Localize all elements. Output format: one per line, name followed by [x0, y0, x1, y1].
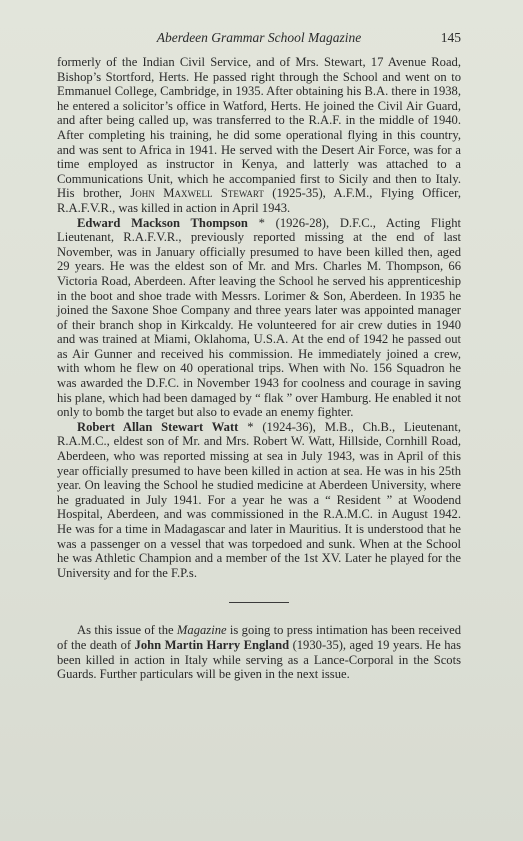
paragraph-text: * (1926-28), D.F.C., Acting Flight Lieutenant, R.A.F.V.R., previously reported missing at the end of last November, was in January officially presumed to have been killed then, aged 29 years. He was the eldest son of Mr. and Mrs. Charles M. Thompson, 66 Victoria Road, Aberdeen. After leaving the School he served his apprenticeship in the boot and shoe trade with Messrs. Lorimer & Son, Aberdeen. In 1935 he joined the Saxone Shoe Company and three years later was appointed manager of their branch shop in Kirkcaldy. He volunteered for air crew duties in 1940 and was trained at Miami, Oklahoma, U.S.A. At the end of 1942 he passed out as Air Gunner and received his commission. He immediately joined a crew, with whom he flew on 40 operational trips. When with No. 156 Squadron he was awarded the D.F.C. in November 1943 for coolness and courage in saving his plane, which had been damaged by “ flak ” over Hamburg. He enabled it not only to bomb the target but also to evade an enemy fighter.	[57, 215, 461, 420]
person-name: Robert Allan Stewart Watt	[77, 419, 239, 434]
paragraph-text-end: (1925-35), A.F.M., Flying Officer, R.A.F.V.R., was killed in action in April 1943.	[57, 186, 461, 215]
obituary-thompson	[57, 216, 461, 420]
notice-text-end: (1930-35), aged 19 years. He has been killed in action in Italy while serving as a Lance-Corporal in the Scots Guards. Further particulars will be given in the next issue.	[57, 637, 461, 682]
paragraph-text: * (1924-36), M.B., Ch.B., Lieutenant, R.A.M.C., eldest son of Mr. and Mrs. Robert W. Watt, Hillside, Cornhill Road, Aberdeen, who was reported missing at sea in July 1943, was in April of this year officially presumed to have been killed in action at sea. He was in his 25th year. On leaving the School he studied medicine at Aberdeen University, where he graduated in July 1941. For a year he was a “ Resident ” at Woodend Hospital, Aberdeen, and was commissioned in the R.A.M.C. in August 1942. He was for a time in Madagascar and later in Mauritius. It is understood that he was a passenger on a vessel that was torpedoed and sunk. When at the School he was Athletic Champion and a member of the 1st XV. Later he played for the University and for the F.P.s.	[57, 419, 461, 580]
page-number: 145	[440, 30, 461, 45]
magazine-word: Magazine	[176, 623, 227, 638]
brother-name: John Maxwell Stewart	[130, 186, 264, 201]
person-name: Edward Mackson Thompson	[77, 215, 248, 230]
person-name: John Martin Harry England	[134, 637, 290, 652]
late-notice	[57, 623, 461, 681]
notice-text-mid: is going to press intimation has been received of the death of	[57, 623, 461, 652]
page-body	[57, 55, 461, 682]
notice-text-start: As this issue of the	[77, 623, 177, 638]
obituary-watt	[57, 420, 461, 581]
running-header	[57, 30, 461, 50]
magazine-title: Aberdeen Grammar School Magazine	[156, 30, 362, 45]
paragraph-text: formerly of the Indian Civil Service, and of Mrs. Stewart, 17 Avenue Road, Bishop’s Stortford, Herts. He passed right through the School and went on to Emmanuel College, Cambridge, in 1935. After obtaining his B.A. there in 1938, he entered a solicitor’s office in Watford, Herts. He joined the Civil Air Guard, and after being called up, was transferred to the R.A.F. in the middle of 1940. After completing his training, he did some operational flying in this country, and was sent to Africa in 1941. He served with the Desert Air Force, was for a time employed as instructor in Kenya, and latterly was attached to a Communications Unit, which he accompanied first to Sicily and then to Italy. His brother,	[57, 55, 461, 201]
continued-paragraph	[57, 55, 461, 216]
section-divider	[229, 602, 289, 603]
